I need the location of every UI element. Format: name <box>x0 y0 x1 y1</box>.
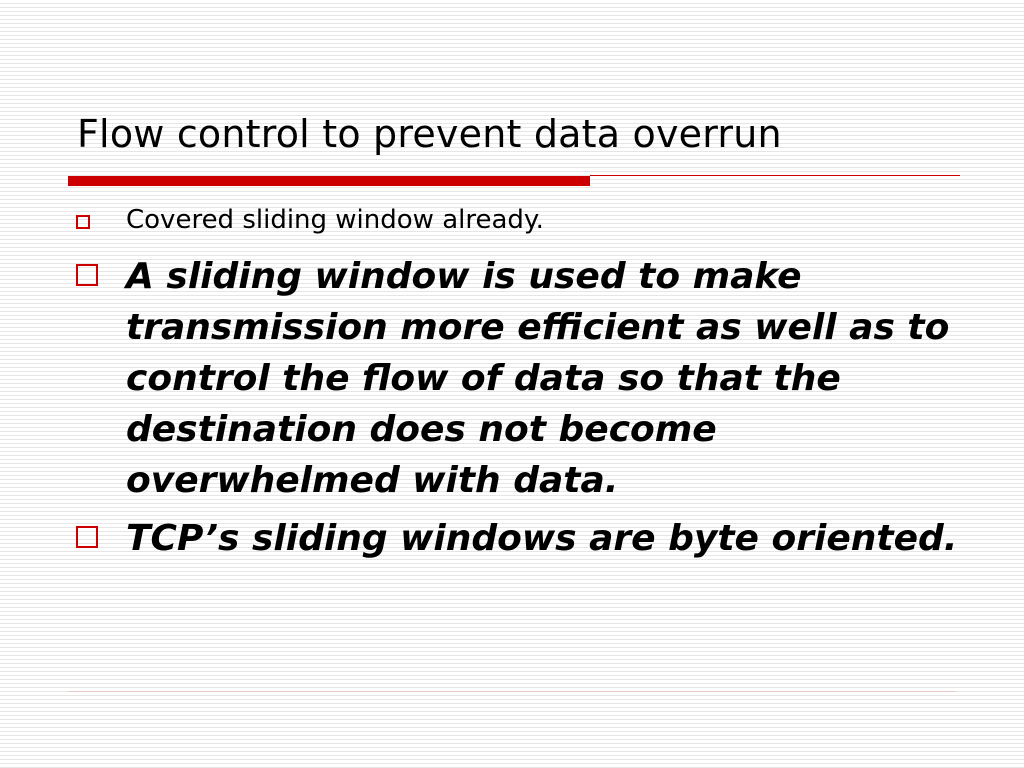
bullet-text: Covered sliding window already. <box>126 205 544 235</box>
title-underline-thin <box>590 175 960 176</box>
slide-title: Flow control to prevent data overrun <box>77 112 782 156</box>
footer-divider <box>68 691 956 692</box>
bullet-text: TCP’s sliding windows are byte oriented. <box>126 518 958 559</box>
bullet-text: A sliding window is used to make transmission more efficient as well as to control the flow of data so that the destination does not become overwhelmed with data. <box>126 256 950 501</box>
bullet-list <box>76 203 966 571</box>
hollow-square-bullet-icon <box>76 264 98 286</box>
bullet-item <box>76 203 966 237</box>
bullet-item <box>76 251 966 506</box>
hollow-square-bullet-icon <box>76 215 90 229</box>
title-underline-thick <box>68 176 590 186</box>
hollow-square-bullet-icon <box>76 526 98 548</box>
bullet-item <box>76 513 966 564</box>
